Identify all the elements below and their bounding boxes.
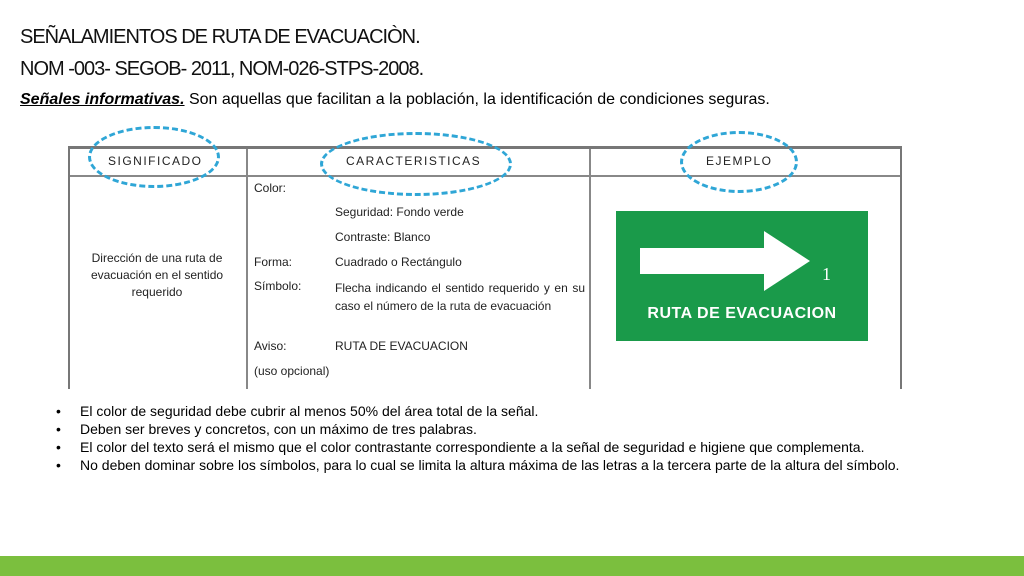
aviso-value: RUTA DE EVACUACION — [335, 339, 468, 353]
sign-text: RUTA DE EVACUACION — [647, 305, 837, 322]
slide-title: SEÑALAMIENTOS DE RUTA DE EVACUACIÒN. — [20, 26, 420, 48]
bullet-icon: • — [56, 457, 61, 473]
bullet-item: • El color del texto será el mismo que el color contrastante correspondiente a la señal de seguridad e higiene que complementa. — [56, 439, 865, 455]
slide-subtitle: NOM -003- SEGOB- 2011, NOM-026-STPS-2008. — [20, 58, 424, 80]
highlight-ellipse-ejemplo — [680, 131, 798, 193]
simbolo-value: Flecha indicando el sentido requerido y en su caso el número de la ruta de evacuación — [335, 281, 585, 313]
column-divider — [589, 149, 591, 389]
intro-paragraph — [20, 91, 770, 109]
column-divider — [246, 149, 248, 389]
bullet-item: • No deben dominar sobre los símbolos, para lo cual se limita la altura máxima de las letras a la tercera parte de la altura del símbolo. — [56, 457, 900, 473]
forma-label: Forma: — [254, 255, 293, 269]
aviso-note: (uso opcional) — [254, 364, 330, 378]
bullet-icon: • — [56, 439, 61, 455]
bullet-icon: • — [56, 403, 61, 419]
intro-lead: Señales informativas. — [20, 91, 185, 108]
aviso-label: Aviso: — [254, 339, 287, 353]
header-ejemplo: EJEMPLO — [706, 154, 773, 168]
bullet-list — [54, 402, 964, 474]
highlight-ellipse-caracteristicas — [320, 132, 512, 196]
seguridad-value: Seguridad: Fondo verde — [335, 205, 464, 219]
evacuation-route-sign — [616, 211, 868, 341]
footer-accent-bar — [0, 556, 1024, 576]
bullet-item: • El color de seguridad debe cubrir al menos 50% del área total de la señal. — [56, 403, 539, 419]
forma-value: Cuadrado o Rectángulo — [335, 255, 462, 269]
highlight-ellipse-significado — [88, 126, 220, 188]
simbolo-label: Símbolo: — [254, 279, 302, 293]
sign-route-number: 1 — [822, 264, 831, 284]
contraste-value: Contraste: Blanco — [335, 230, 431, 244]
significado-text: Dirección de una ruta de evacuación en el sentido requerido — [90, 251, 224, 299]
bullet-icon: • — [56, 421, 61, 437]
header-significado: SIGNIFICADO — [108, 154, 203, 168]
bullet-item: • Deben ser breves y concretos, con un máximo de tres palabras. — [56, 421, 477, 437]
intro-text: Son aquellas que facilitan a la población, la identificación de condiciones seguras. — [184, 91, 770, 108]
color-label: Color: — [254, 181, 287, 195]
header-caracteristicas: CARACTERISTICAS — [346, 154, 482, 168]
